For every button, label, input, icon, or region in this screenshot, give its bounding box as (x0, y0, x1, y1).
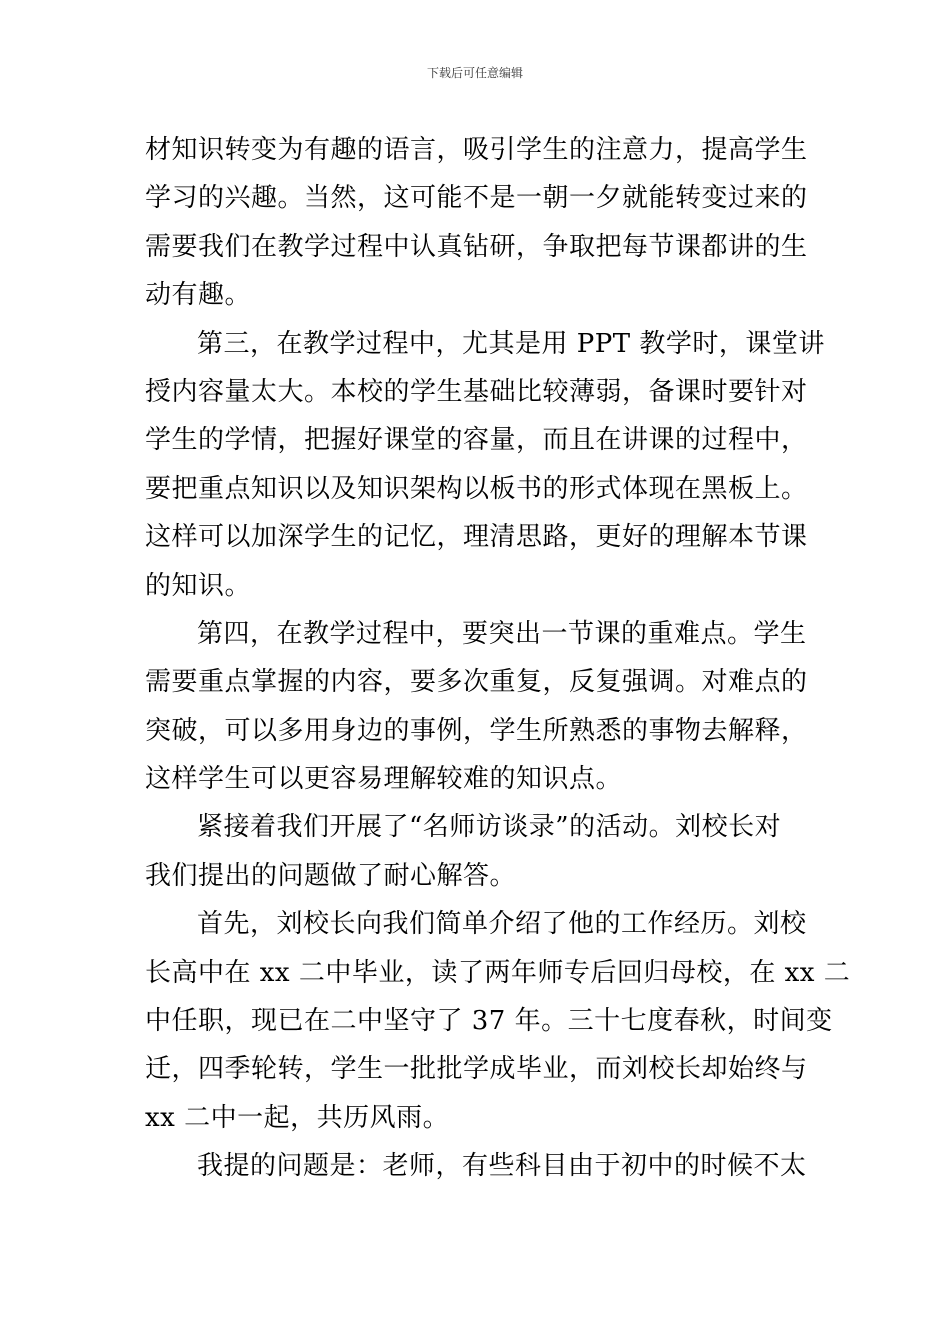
text-line: 迁，四季轮转，学生一批批学成毕业，而刘校长却始终与 (145, 1054, 808, 1085)
text-line: 学生的学情，把握好课堂的容量，而且在讲课的过程中， (145, 425, 808, 456)
text-line: 授内容量太大。本校的学生基础比较薄弱，备课时要针对 (145, 376, 808, 407)
text-line: 突破，可以多用身边的事例，学生所熟悉的事物去解释， (145, 715, 808, 746)
text-line: 这样可以加深学生的记忆，理清思路，更好的理解本节课 (145, 522, 808, 553)
text-line: 我们提出的问题做了耐心解答。 (145, 860, 517, 891)
paragraph-first-line: 第四，在教学过程中，要突出一节课的重难点。学生 (197, 618, 807, 649)
paragraph-first-line: 第三，在教学过程中，尤其是用 PPT 教学时，课堂讲 (197, 328, 825, 359)
text-line: 需要重点掌握的内容，要多次重复，反复强调。对难点的 (145, 667, 808, 698)
text-line: 学习的兴趣。当然，这可能不是一朝一夕就能转变过来的 (145, 183, 808, 214)
text-line: 动有趣。 (145, 280, 252, 311)
paragraph-first-line: 首先，刘校长向我们简单介绍了他的工作经历。刘校 (197, 909, 807, 940)
page-header: 下载后可任意编辑 (426, 66, 523, 80)
text-line: 这样学生可以更容易理解较难的知识点。 (145, 764, 623, 795)
text-line: 的知识。 (145, 570, 252, 601)
text-line: 要把重点知识以及知识架构以板书的形式体现在黑板上。 (145, 473, 808, 504)
paragraph-first-line: 我提的问题是：老师，有些科目由于初中的时候不太 (197, 1151, 807, 1182)
text-line: xx 二中一起，共历风雨。 (145, 1102, 450, 1133)
text-line: 需要我们在教学过程中认真钻研，争取把每节课都讲的生 (145, 231, 808, 262)
text-line: 长高中在 xx 二中毕业，读了两年师专后回归母校，在 xx 二 (145, 957, 851, 988)
text-line: 材知识转变为有趣的语言，吸引学生的注意力，提高学生 (145, 135, 808, 165)
document-body (145, 126, 851, 1191)
text-line: 中任职，现已在二中坚守了 37 年。三十七度春秋，时间变 (145, 1006, 833, 1037)
paragraph-first-line: 紧接着我们开展了“名师访谈录”的活动。刘校长对 (197, 812, 782, 843)
